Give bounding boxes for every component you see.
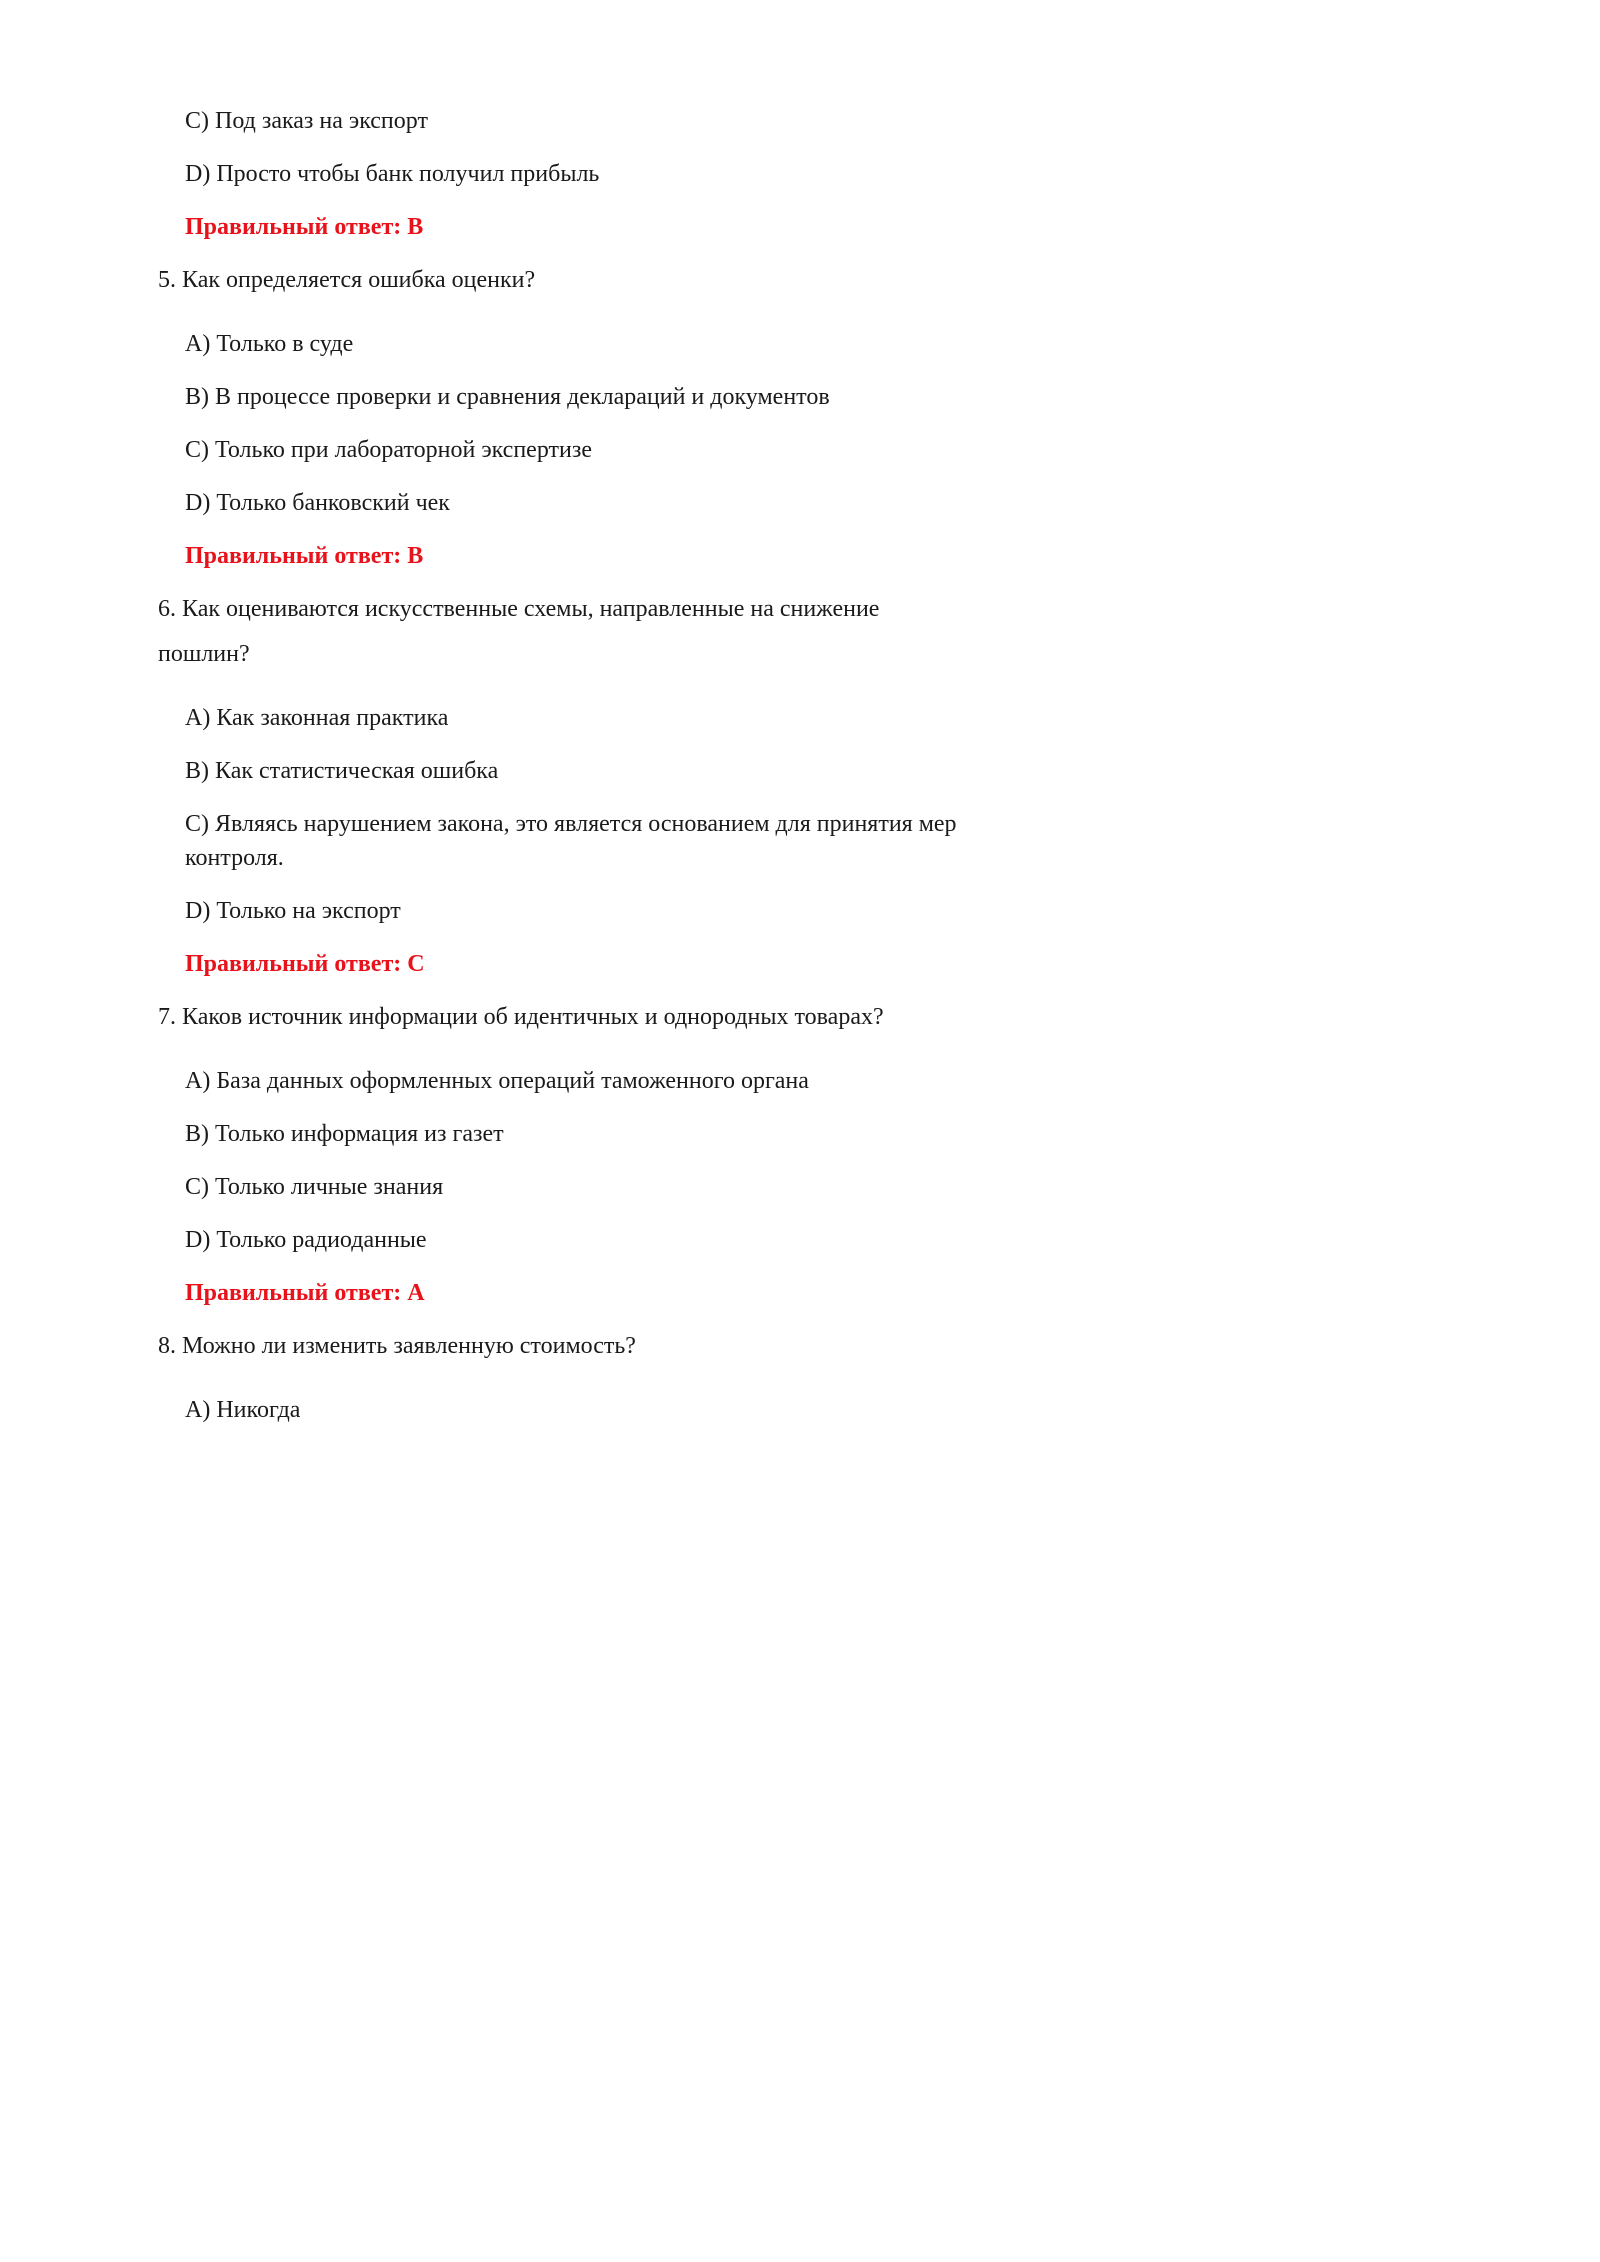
correct-answer-4: Правильный ответ: B (185, 214, 424, 240)
option-7b: B) Только информация из газет (185, 1121, 504, 1147)
option-8a: A) Никогда (185, 1397, 301, 1423)
option-6c-line-2: контроля. (185, 845, 284, 871)
option-4d: D) Просто чтобы банк получил прибыль (185, 161, 600, 187)
option-5a: A) Только в суде (185, 331, 354, 357)
question-5: 5. Как определяется ошибка оценки? (158, 267, 536, 293)
correct-answer-6: Правильный ответ: C (185, 951, 425, 977)
option-5c: C) Только при лабораторной экспертизе (185, 437, 592, 463)
question-7: 7. Каков источник информации об идентичных и однородных товарах? (158, 1004, 884, 1030)
option-6d: D) Только на экспорт (185, 898, 401, 924)
correct-answer-7: Правильный ответ: A (185, 1280, 425, 1306)
option-7c: C) Только личные знания (185, 1174, 444, 1200)
option-5d: D) Только банковский чек (185, 490, 450, 516)
option-6a: A) Как законная практика (185, 705, 449, 731)
option-7d: D) Только радиоданные (185, 1227, 427, 1253)
question-6-line-1: 6. Как оцениваются искусственные схемы, направленные на снижение (158, 596, 880, 622)
question-8: 8. Можно ли изменить заявленную стоимость? (158, 1333, 636, 1359)
option-4c: C) Под заказ на экспорт (185, 108, 428, 134)
option-7a: A) База данных оформленных операций таможенного органа (185, 1068, 809, 1094)
option-6b: B) Как статистическая ошибка (185, 758, 499, 784)
option-6c-line-1: C) Являясь нарушением закона, это является основанием для принятия мер (185, 811, 957, 837)
document-page (0, 0, 1120, 1568)
correct-answer-5: Правильный ответ: B (185, 543, 424, 569)
question-6-line-2: пошлин? (158, 641, 250, 667)
option-5b: B) В процессе проверки и сравнения деклараций и документов (185, 384, 830, 410)
